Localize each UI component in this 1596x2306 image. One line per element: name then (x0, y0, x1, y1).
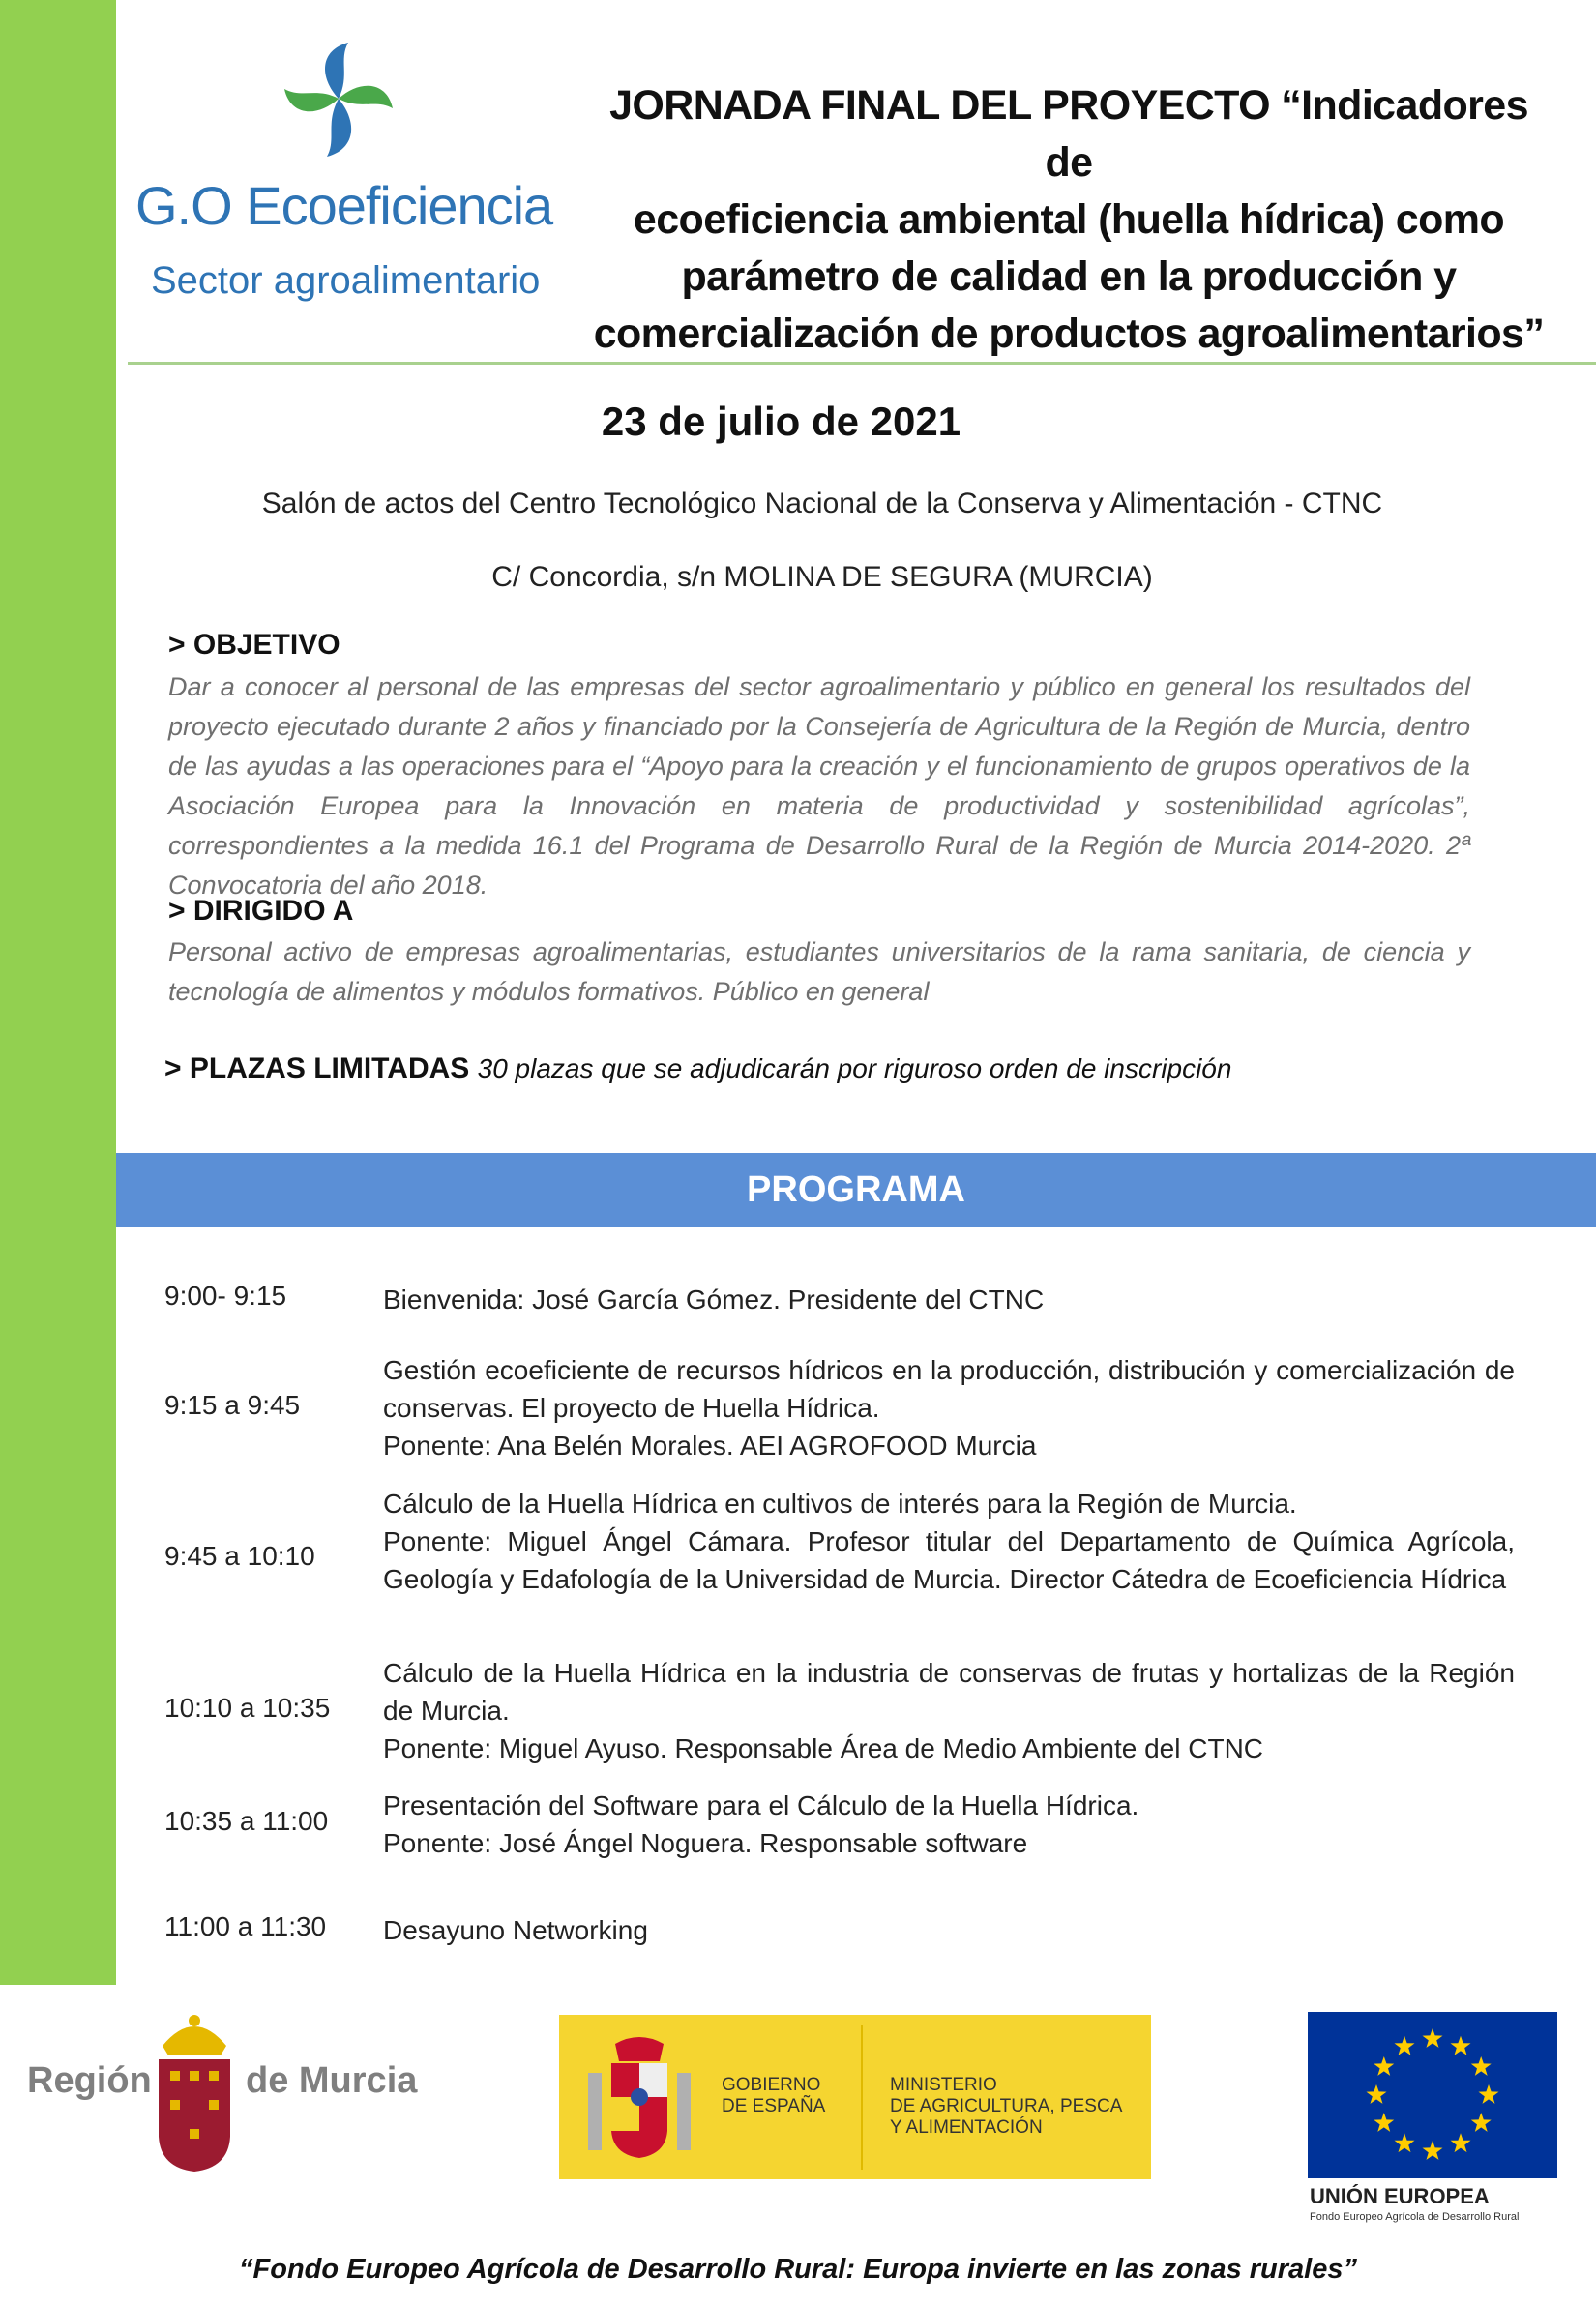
program-line: Gestión ecoeficiente de recursos hídricos en la producción, distribución y comercialización de conservas. El proyecto de Huella Hídrica. (383, 1355, 1515, 1423)
eu-star-icon (1471, 2056, 1492, 2076)
region-murcia-logo (27, 2007, 433, 2176)
go-ecoeficiencia-logo (135, 39, 571, 319)
header-divider (128, 362, 1596, 365)
eu-star-icon (1374, 2113, 1394, 2132)
dirigido-text: Personal activo de empresas agroalimentarias, estudiantes universitarios de la rama sanitaria, de ciencia y tecnología de alimentos y módulos formativos. Público en general (168, 937, 1470, 1006)
event-date: 23 de julio de 2021 (601, 399, 961, 444)
eu-star-icon (1451, 2133, 1471, 2152)
eu-star-icon (1423, 2028, 1443, 2048)
page-title (590, 77, 1548, 363)
program-line: Cálculo de la Huella Hídrica en la industria de conservas de frutas y hortalizas de la Región de Murcia. (383, 1658, 1515, 1726)
murcia-logo-left-text: Región (27, 2060, 152, 2101)
union-europea-logo (1308, 2012, 1557, 2225)
plazas-heading: > PLAZAS LIMITADAS (164, 1052, 470, 1084)
ministerio-text (890, 2075, 1122, 2139)
program-line: Ponente: José Ángel Noguera. Responsable software (383, 1828, 1028, 1858)
gobierno-line: GOBIERNO (722, 2075, 821, 2095)
gobierno-line: DE ESPAÑA (722, 2096, 826, 2116)
program-time: 9:45 a 10:10 (164, 1541, 315, 1571)
ministerio-line: DE AGRICULTURA, PESCA (890, 2096, 1123, 2116)
event-address: C/ Concordia, s/n MOLINA DE SEGURA (MURCIA) (491, 561, 1153, 593)
eu-star-icon (1451, 2036, 1471, 2055)
gobierno-espana-logo (559, 2015, 1151, 2179)
eu-fund-name: Fondo Europeo Agrícola de Desarrollo Rural (1310, 2211, 1520, 2223)
footer-slogan: “Fondo Europeo Agrícola de Desarrollo Rural: Europa invierte en las zonas rurales” (239, 2254, 1357, 2285)
objetivo-text: Dar a conocer al personal de las empresas del sector agroalimentario y público en general los resultados del proyecto ejecutado durante 2 años y financiado por la Consejería de Agricultura de la Región de Murcia, dentro de las ayudas a las operaciones para el “Apoyo para la creación y el funcionamiento de grupos operativos de la Asociación Europea para la Innovación en materia de productividad y sostenibilidad agrícolas”, correspondientes a la medida 16.1 del Programa de Desarrollo Rural de la Región de Murcia 2014-2020. 2ª Convocatoria del año 2018. (168, 672, 1470, 900)
eu-star-icon (1423, 2141, 1443, 2160)
murcia-logo-right-text: de Murcia (246, 2060, 418, 2101)
program-description (383, 1485, 1515, 1598)
gobierno-text (722, 2075, 825, 2117)
pinwheel-logo-icon (281, 39, 397, 164)
spain-coat-of-arms-icon (582, 2034, 696, 2160)
dirigido-heading: > DIRIGIDO A (168, 895, 354, 927)
program-description (383, 1911, 1515, 1949)
program-time: 10:10 a 10:35 (164, 1693, 331, 1723)
title-line: ecoeficiencia ambiental (huella hídrica) como (633, 196, 1505, 243)
eu-star-icon (1395, 2133, 1415, 2152)
eu-star-icon (1374, 2056, 1394, 2076)
gob-divider (861, 2025, 863, 2170)
program-line: Presentación del Software para el Cálculo de la Huella Hídrica. (383, 1790, 1139, 1820)
program-description (383, 1351, 1515, 1464)
program-line: Desayuno Networking (383, 1915, 648, 1945)
eu-star-icon (1471, 2113, 1492, 2132)
ministerio-line: MINISTERIO (890, 2075, 997, 2095)
program-description (383, 1787, 1515, 1862)
program-description (383, 1654, 1515, 1767)
objetivo-heading: > OBJETIVO (168, 629, 340, 661)
eu-star-icon (1479, 2084, 1499, 2104)
program-line: Cálculo de la Huella Hídrica en cultivos de interés para la Región de Murcia. (383, 1489, 1297, 1519)
left-green-bar (0, 0, 116, 1985)
plazas-line (164, 1052, 1231, 1085)
program-time: 9:00- 9:15 (164, 1281, 287, 1311)
murcia-coat-of-arms-icon (151, 2007, 238, 2173)
title-line: JORNADA FINAL DEL PROYECTO “Indicadores de (609, 82, 1528, 186)
eu-star-icon (1395, 2036, 1415, 2055)
program-line: Ponente: Miguel Ayuso. Responsable Área de Medio Ambiente del CTNC (383, 1733, 1264, 1763)
logo-title: G.O Ecoeficiencia (135, 175, 553, 236)
program-time: 10:35 a 11:00 (164, 1806, 329, 1836)
program-time: 11:00 a 11:30 (164, 1911, 327, 1941)
programa-banner: PROGRAMA (116, 1153, 1596, 1227)
program-time: 9:15 a 9:45 (164, 1390, 301, 1420)
title-line: parámetro de calidad en la producción y (681, 253, 1457, 300)
program-line: Ponente: Miguel Ángel Cámara. Profesor titular del Departamento de Química Agrícola, Geología y Edafología de la Universidad de Murcia. Director Cátedra de Ecoeficiencia Hídrica (383, 1526, 1515, 1594)
plazas-text: 30 plazas que se adjudicarán por riguroso orden de inscripción (477, 1053, 1232, 1083)
eu-name: UNIÓN EUROPEA (1310, 2184, 1490, 2208)
eu-stars-icon (1308, 2012, 1557, 2178)
eu-flag (1308, 2012, 1557, 2178)
logo-subtitle: Sector agroalimentario (151, 259, 541, 302)
program-line: Bienvenida: José García Gómez. Presidente del CTNC (383, 1285, 1045, 1315)
title-line: comercialización de productos agroalimentarios” (593, 310, 1545, 357)
program-description (383, 1281, 1515, 1318)
eu-star-icon (1367, 2084, 1387, 2104)
event-venue: Salón de actos del Centro Tecnológico Nacional de la Conserva y Alimentación - CTNC (261, 488, 1383, 519)
program-line: Ponente: Ana Belén Morales. AEI AGROFOOD Murcia (383, 1431, 1037, 1461)
ministerio-line: Y ALIMENTACIÓN (890, 2117, 1043, 2138)
